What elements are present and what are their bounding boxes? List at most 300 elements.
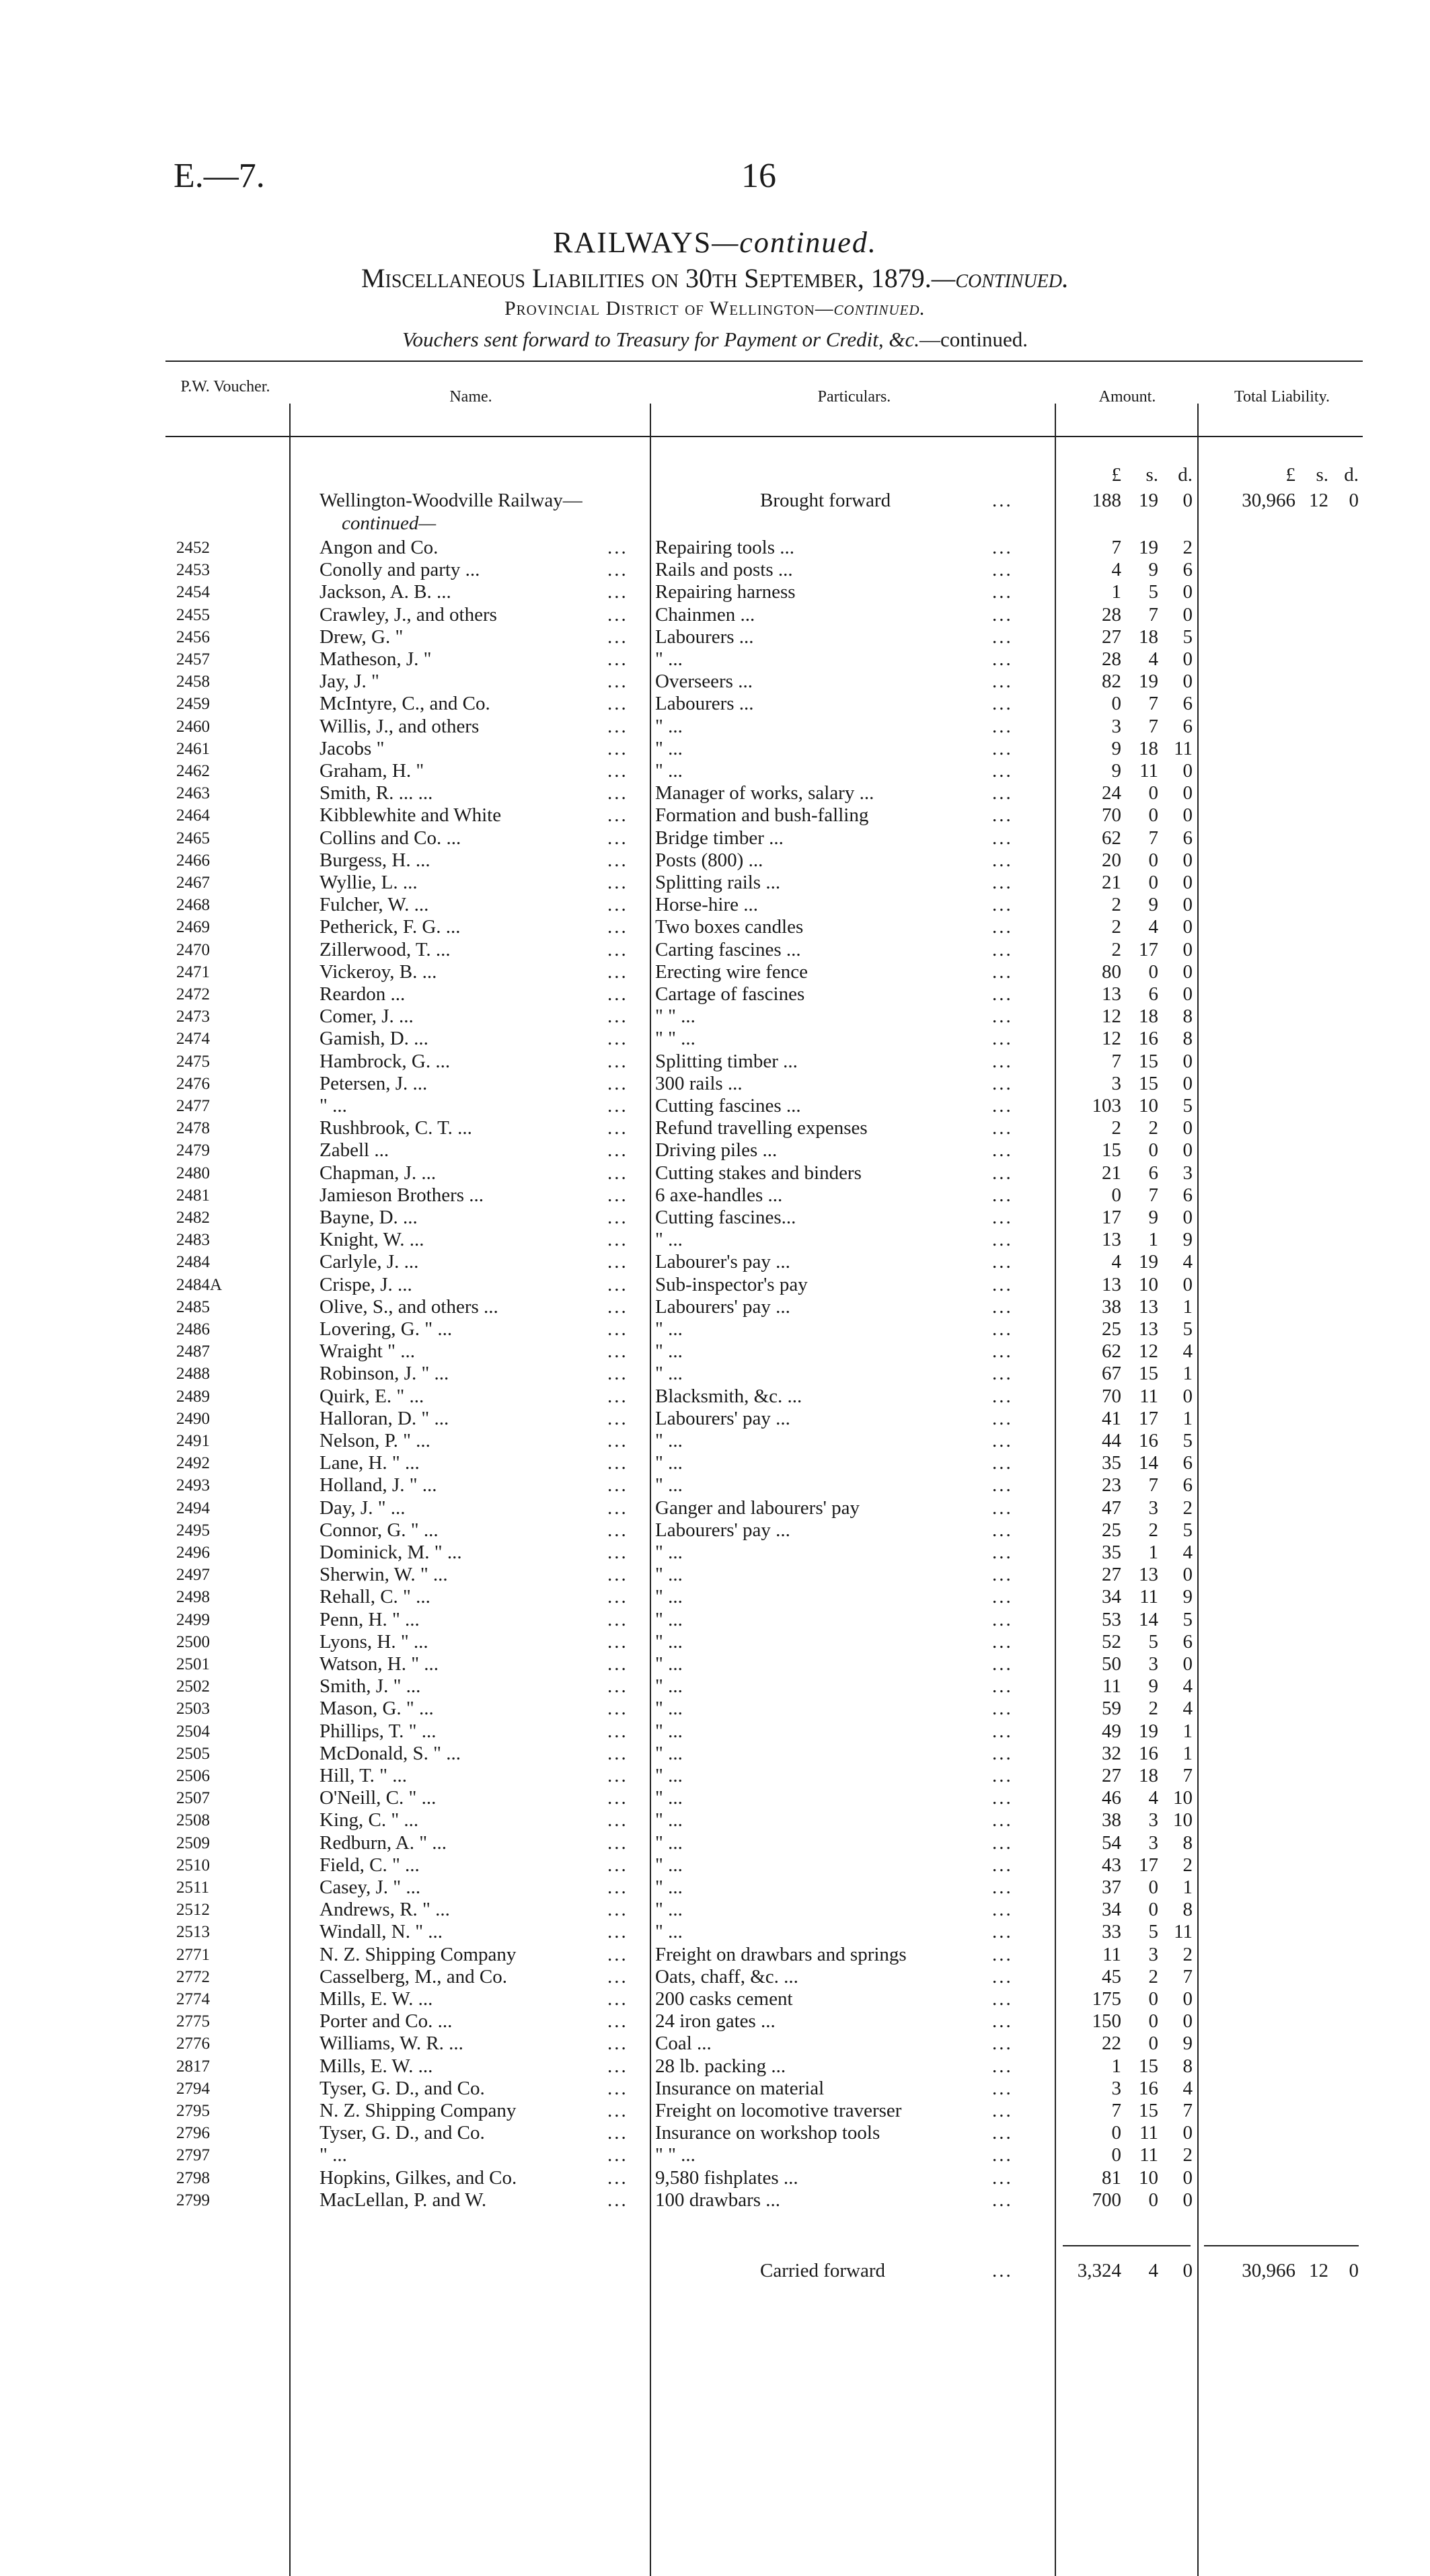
amount-pounds: 34 (1102, 1586, 1121, 1608)
amount-pence: 1 (1182, 1877, 1193, 1898)
particulars: Formation and bush-falling (655, 804, 869, 827)
particulars: Oats, chaff, &c. ... (655, 1965, 798, 1987)
particulars: " ... (655, 737, 683, 759)
amount-shillings: 0 (1148, 782, 1158, 804)
voucher-number: 2772 (176, 1967, 210, 1986)
particulars: " ... (655, 1831, 683, 1854)
amount-pounds: 3 (1111, 1072, 1121, 1094)
particulars: " ... (655, 1564, 683, 1586)
leader-dots: ... (607, 1363, 628, 1385)
particulars: Repairing tools ... (655, 537, 795, 558)
leader-dots: ... (607, 1809, 628, 1831)
leader-dots: ... (607, 916, 628, 938)
amount-shillings: 4 (1148, 916, 1158, 938)
amount-pounds: 22 (1102, 2033, 1121, 2055)
payee-name: Crispe, J. ... (319, 1273, 412, 1295)
voucher-number: 2817 (176, 2057, 210, 2076)
table-row (0, 1073, 1430, 1095)
voucher-number: 2498 (176, 1588, 210, 1607)
voucher-number: 2484A (176, 1275, 223, 1294)
amount-shillings: 0 (1148, 2033, 1158, 2055)
amount-shillings: 4 (1148, 1787, 1158, 1809)
voucher-number: 2506 (176, 1767, 210, 1785)
leader-dots: ... (607, 1295, 628, 1318)
voucher-number: 2467 (176, 874, 210, 892)
district-text: Provincial District of Wellington (504, 297, 815, 319)
leader-dots: ... (607, 1988, 628, 2010)
particulars: 28 lb. packing ... (655, 2055, 786, 2077)
amount-shillings: 7 (1148, 603, 1158, 626)
amount-pounds: 38 (1102, 1295, 1121, 1318)
leader-dots: ... (992, 1430, 1013, 1451)
payee-name: Gamish, D. ... (319, 1028, 428, 1050)
leader-dots: ... (607, 1698, 628, 1720)
voucher-number: 2488 (176, 1365, 210, 1384)
leader-dots: ... (992, 1184, 1013, 1206)
brought-forward-label: Brought forward (760, 490, 891, 511)
subtotal-rule (1063, 2245, 1191, 2246)
leader-dots: ... (992, 671, 1013, 693)
subtitle-suffix: —continued. (931, 263, 1069, 293)
voucher-number: 2474 (176, 1030, 210, 1049)
amount-shillings: 10 (1139, 1273, 1158, 1295)
amount-pounds: 150 (1092, 2010, 1121, 2033)
voucher-number: 2798 (176, 2168, 210, 2187)
amount-shillings: 12 (1139, 1340, 1158, 1363)
amount-pounds: 1 (1111, 581, 1121, 603)
table-row (0, 537, 1430, 559)
amount-pence: 7 (1182, 1765, 1193, 1786)
payee-name: MacLellan, P. and W. (319, 2189, 487, 2211)
amount-pence: 4 (1182, 1340, 1193, 1363)
leader-dots: ... (992, 626, 1013, 648)
payee-name: Carlyle, J. ... (319, 1251, 419, 1273)
particulars: Splitting rails ... (655, 872, 781, 893)
table-row (0, 983, 1430, 1006)
leader-dots: ... (992, 2100, 1013, 2121)
amount-shillings: 0 (1148, 2189, 1158, 2211)
amount-shillings: 7 (1148, 827, 1158, 849)
amount-pence: 0 (1182, 1207, 1193, 1228)
units-row (0, 464, 1430, 486)
payee-name: Lane, H. " ... (319, 1452, 420, 1474)
particulars: Two boxes candles (655, 916, 804, 938)
leader-dots: ... (992, 872, 1013, 893)
leader-dots: ... (607, 2100, 628, 2121)
table-row (0, 1408, 1430, 1430)
subtotal-rule (1204, 2245, 1359, 2246)
leader-dots: ... (992, 1586, 1013, 1608)
particulars: " ... (655, 760, 683, 782)
amount-pounds: 70 (1102, 804, 1121, 827)
voucher-number: 2466 (176, 851, 210, 870)
amount-shillings: 0 (1148, 2010, 1158, 2033)
payee-name: N. Z. Shipping Company (319, 2100, 517, 2121)
leader-dots: ... (607, 671, 628, 693)
amount-pence: 9 (1182, 1229, 1193, 1251)
amount-pounds: 13 (1102, 983, 1121, 1005)
amount-pounds: 2 (1111, 894, 1121, 916)
amount-shillings: 5 (1148, 1921, 1158, 1943)
leader-dots: ... (992, 1921, 1013, 1943)
amount-pounds: 12 (1102, 1006, 1121, 1028)
payee-name: Wraight " ... (319, 1340, 415, 1363)
payee-name: O'Neill, C. " ... (319, 1787, 437, 1809)
payee-name: Jackson, A. B. ... (319, 581, 451, 603)
leader-dots: ... (607, 1519, 628, 1541)
voucher-number: 2475 (176, 1052, 210, 1071)
amount-shillings: 15 (1139, 1072, 1158, 1094)
payee-name: Hill, T. " ... (319, 1765, 407, 1786)
leader-dots: ... (992, 1295, 1013, 1318)
amount-shillings: 9 (1148, 894, 1158, 916)
amount-shillings: 5 (1148, 1630, 1158, 1653)
table-row (0, 1474, 1430, 1497)
voucher-number: 2482 (176, 1209, 210, 1227)
table-row (0, 1877, 1430, 1899)
payee-name: Casselberg, M., and Co. (319, 1965, 507, 1987)
amount-shillings: 2 (1148, 1117, 1158, 1139)
voucher-number: 2464 (176, 806, 210, 825)
table-row (0, 1720, 1430, 1743)
leader-dots: ... (992, 1787, 1013, 1809)
leader-dots: ... (992, 1385, 1013, 1407)
amount-pence: 7 (1182, 1965, 1193, 1987)
leader-dots: ... (607, 737, 628, 759)
leader-dots: ... (607, 2144, 628, 2166)
amount-pence: 1 (1182, 1363, 1193, 1385)
leader-dots: ... (992, 1765, 1013, 1786)
leader-dots: ... (992, 715, 1013, 737)
amount-pence: 0 (1182, 1050, 1193, 1072)
amount-pounds: 80 (1102, 960, 1121, 983)
amount-pounds: 175 (1092, 1988, 1121, 2010)
particulars: " ... (655, 1653, 683, 1675)
particulars: " ... (655, 1698, 683, 1720)
amount-pounds: 70 (1102, 1385, 1121, 1407)
amount-shillings: 18 (1139, 737, 1158, 759)
payee-name: Fulcher, W. ... (319, 894, 429, 916)
table-row (0, 2122, 1430, 2144)
leader-dots: ... (992, 2189, 1013, 2211)
carried-forward-label: Carried forward (760, 2260, 885, 2281)
amount-shillings: 18 (1139, 626, 1158, 648)
amount-pounds: 7 (1111, 2100, 1121, 2121)
payee-name: " ... (319, 2144, 347, 2166)
amount-pounds: 52 (1102, 1630, 1121, 1653)
voucher-number: 2504 (176, 1722, 210, 1741)
amount-pounds: 67 (1102, 1363, 1121, 1385)
leader-dots: ... (607, 1407, 628, 1429)
table-row (0, 1921, 1430, 1943)
leader-dots: ... (607, 2033, 628, 2055)
payee-name: Halloran, D. " ... (319, 1407, 449, 1429)
particulars: " ... (655, 1675, 683, 1698)
amount-pence: 8 (1182, 1831, 1193, 1854)
leader-dots: ... (607, 1184, 628, 1206)
table-row (0, 872, 1430, 894)
particulars: Splitting timber ... (655, 1050, 798, 1072)
leader-dots: ... (607, 1742, 628, 1764)
amount-shillings: 1 (1148, 1229, 1158, 1251)
table-row (0, 939, 1430, 961)
table-row (0, 1809, 1430, 1831)
amount-pounds: 24 (1102, 782, 1121, 804)
leader-dots: ... (607, 1474, 628, 1497)
table-row (0, 2189, 1430, 2211)
amount-shillings: 17 (1139, 938, 1158, 960)
amount-shillings: 16 (1139, 2077, 1158, 2099)
payee-name: Lyons, H. " ... (319, 1630, 428, 1653)
amount-shillings: 13 (1139, 1318, 1158, 1340)
amount-shillings: 3 (1148, 1809, 1158, 1831)
voucher-number: 2500 (176, 1632, 210, 1651)
payee-name: Graham, H. " (319, 760, 424, 782)
voucher-number: 2505 (176, 1744, 210, 1763)
leader-dots: ... (992, 1474, 1013, 1497)
voucher-number: 2477 (176, 1097, 210, 1115)
total-pounds: 30,966 (1242, 2260, 1295, 2281)
voucher-number: 2470 (176, 940, 210, 959)
table-row (0, 1564, 1430, 1586)
table-top-rule (165, 361, 1363, 362)
voucher-number: 2454 (176, 583, 210, 602)
voucher-number: 2481 (176, 1186, 210, 1205)
table-row (0, 2033, 1430, 2055)
leader-dots: ... (607, 804, 628, 827)
table-row (0, 961, 1430, 983)
leader-dots: ... (607, 1273, 628, 1295)
section-name: Wellington-Woodville Railway— (319, 490, 582, 511)
table-row (0, 1944, 1430, 1966)
amount-shillings: 2 (1148, 1519, 1158, 1541)
table-row (0, 827, 1430, 849)
leader-dots: ... (992, 1965, 1013, 1987)
leader-dots: ... (607, 559, 628, 581)
payee-name: Hambrock, G. ... (319, 1050, 451, 1072)
amount-pounds: 7 (1111, 1050, 1121, 1072)
amount-shillings: 9 (1148, 1207, 1158, 1228)
amount-pence: 5 (1182, 626, 1193, 648)
particulars: " ... (655, 1765, 683, 1786)
amount-shillings: 14 (1139, 1452, 1158, 1474)
table-row (0, 1386, 1430, 1408)
table-row (0, 671, 1430, 693)
amount-pounds: 3,324 (1077, 2260, 1121, 2281)
amount-shillings: 4 (1148, 648, 1158, 670)
amount-pence: 4 (1182, 1251, 1193, 1273)
payee-name: Robinson, J. " ... (319, 1363, 449, 1385)
leader-dots: ... (607, 1564, 628, 1586)
table-row (0, 1609, 1430, 1631)
payee-name: Redburn, A. " ... (319, 1831, 447, 1854)
particulars: Labourers' pay ... (655, 1519, 790, 1541)
amount-pounds: 37 (1102, 1877, 1121, 1898)
amount-shillings: 4 (1148, 2260, 1158, 2281)
leader-dots: ... (992, 2144, 1013, 2166)
amount-pounds: 11 (1102, 1675, 1121, 1698)
table-row (0, 604, 1430, 626)
leader-dots: ... (992, 1318, 1013, 1340)
voucher-number: 2473 (176, 1008, 210, 1026)
amount-pence: 4 (1182, 1675, 1193, 1698)
amount-shillings: 11 (1139, 1586, 1158, 1608)
leader-dots: ... (607, 760, 628, 782)
leader-dots: ... (607, 1251, 628, 1273)
payee-name: Day, J. " ... (319, 1497, 406, 1519)
table-row (0, 2055, 1430, 2078)
leader-dots: ... (992, 1542, 1013, 1563)
amount-pence: 0 (1182, 849, 1193, 871)
leader-dots: ... (992, 2166, 1013, 2189)
leader-dots: ... (607, 1028, 628, 1050)
voucher-number: 2497 (176, 1566, 210, 1585)
amount-shillings: 10 (1139, 2166, 1158, 2189)
voucher-number: 2489 (176, 1387, 210, 1406)
table-row (0, 1251, 1430, 1273)
voucher-number: 2492 (176, 1454, 210, 1473)
amount-pence: 6 (1182, 1184, 1193, 1206)
amount-pounds: 0 (1111, 693, 1121, 715)
leader-dots: ... (607, 1586, 628, 1608)
payee-name: Petherick, F. G. ... (319, 916, 461, 938)
leader-dots: ... (992, 1854, 1013, 1876)
amount-pounds: 62 (1102, 827, 1121, 849)
leader-dots: ... (992, 1809, 1013, 1831)
voucher-number: 2487 (176, 1342, 210, 1361)
particulars: Cutting stakes and binders (655, 1162, 862, 1184)
particulars: Rails and posts ... (655, 559, 793, 581)
amount-pence: 6 (1182, 1474, 1193, 1497)
particulars: " ... (655, 1452, 683, 1474)
voucher-number: 2499 (176, 1610, 210, 1629)
particulars: 9,580 fishplates ... (655, 2166, 798, 2189)
voucher-number: 2457 (176, 650, 210, 669)
amount-pence: 5 (1182, 1318, 1193, 1340)
table-row (0, 1296, 1430, 1318)
voucher-number: 2479 (176, 1141, 210, 1160)
table-row (0, 1542, 1430, 1564)
payee-name: Zillerwood, T. ... (319, 938, 451, 960)
payee-name: N. Z. Shipping Company (319, 1943, 517, 1965)
payee-name: Rushbrook, C. T. ... (319, 1117, 472, 1139)
payee-name: Phillips, T. " ... (319, 1720, 437, 1742)
voucher-number: 2496 (176, 1544, 210, 1562)
amount-pounds: 50 (1102, 1653, 1121, 1675)
leader-dots: ... (607, 537, 628, 558)
title-text: RAILWAYS (553, 226, 712, 259)
leader-dots: ... (607, 1385, 628, 1407)
amount-pounds: 21 (1102, 1162, 1121, 1184)
unit-shillings: s. (1145, 464, 1158, 486)
brought-forward-row (0, 490, 1430, 512)
amount-shillings: 11 (1139, 2122, 1158, 2144)
amount-pounds: 13 (1102, 1273, 1121, 1295)
voucher-number: 2483 (176, 1231, 210, 1250)
table-row (0, 782, 1430, 804)
particulars: " ... (655, 1542, 683, 1563)
payee-name: Jamieson Brothers ... (319, 1184, 484, 1206)
particulars: 6 axe-handles ... (655, 1184, 783, 1206)
amount-pence: 5 (1182, 1608, 1193, 1630)
leader-dots: ... (607, 2166, 628, 2189)
amount-shillings: 16 (1139, 1742, 1158, 1764)
amount-pence: 2 (1182, 2144, 1193, 2166)
amount-pence: 5 (1182, 1095, 1193, 1116)
amount-shillings: 16 (1139, 1028, 1158, 1050)
payee-name: Rehall, C. " ... (319, 1586, 430, 1608)
voucher-number: 2775 (176, 2012, 210, 2031)
voucher-number: 2460 (176, 717, 210, 736)
table-row (0, 1519, 1430, 1542)
amount-pence: 0 (1182, 983, 1193, 1005)
amount-pounds: 59 (1102, 1698, 1121, 1720)
voucher-number: 2484 (176, 1253, 210, 1272)
amount-shillings: 10 (1139, 1095, 1158, 1116)
voucher-number: 2456 (176, 628, 210, 646)
leader-dots: ... (607, 782, 628, 804)
amount-shillings: 19 (1139, 490, 1158, 511)
table-row (0, 2100, 1430, 2122)
leader-dots: ... (992, 1072, 1013, 1094)
particulars: Labourer's pay ... (655, 1251, 790, 1273)
leader-dots: ... (992, 1050, 1013, 1072)
payee-name: Casey, J. " ... (319, 1877, 421, 1898)
table-row (0, 1051, 1430, 1073)
voucher-number: 2480 (176, 1164, 210, 1182)
voucher-number: 2507 (176, 1789, 210, 1808)
leader-dots: ... (992, 1877, 1013, 1898)
leader-dots: ... (992, 2033, 1013, 2055)
table-row (0, 1006, 1430, 1028)
amount-pounds: 4 (1111, 559, 1121, 581)
amount-pounds: 53 (1102, 1608, 1121, 1630)
amount-shillings: 2 (1148, 1698, 1158, 1720)
total-pence: 0 (1349, 490, 1359, 511)
leader-dots: ... (992, 1899, 1013, 1921)
amount-pence: 2 (1182, 1854, 1193, 1876)
voucher-number: 2463 (176, 784, 210, 803)
amount-pounds: 0 (1111, 2144, 1121, 2166)
amount-pounds: 7 (1111, 537, 1121, 558)
payee-name: Crawley, J., and others (319, 603, 497, 626)
amount-shillings: 0 (1148, 872, 1158, 893)
amount-pounds: 188 (1092, 490, 1121, 511)
leader-dots: ... (992, 1943, 1013, 1965)
amount-shillings: 13 (1139, 1564, 1158, 1586)
payee-name: Collins and Co. ... (319, 827, 461, 849)
leader-dots: ... (992, 827, 1013, 849)
table-row (0, 1452, 1430, 1474)
voucher-number: 2502 (176, 1677, 210, 1696)
leader-dots: ... (607, 1452, 628, 1474)
amount-shillings: 7 (1148, 1474, 1158, 1497)
amount-shillings: 0 (1148, 849, 1158, 871)
leader-dots: ... (992, 849, 1013, 871)
amount-pence: 9 (1182, 1586, 1193, 1608)
amount-pence: 10 (1173, 1809, 1193, 1831)
table-row (0, 1497, 1430, 1519)
voucher-number: 2510 (176, 1856, 210, 1874)
table-row (0, 804, 1430, 827)
amount-pence: 4 (1182, 1542, 1193, 1563)
vouchers-suffix: —continued. (919, 328, 1028, 351)
payee-name: Angon and Co. (319, 537, 439, 558)
amount-pence: 0 (1182, 2122, 1193, 2144)
payee-name: Connor, G. " ... (319, 1519, 439, 1541)
payee-name: Tyser, G. D., and Co. (319, 2077, 485, 2099)
table-row (0, 1340, 1430, 1363)
